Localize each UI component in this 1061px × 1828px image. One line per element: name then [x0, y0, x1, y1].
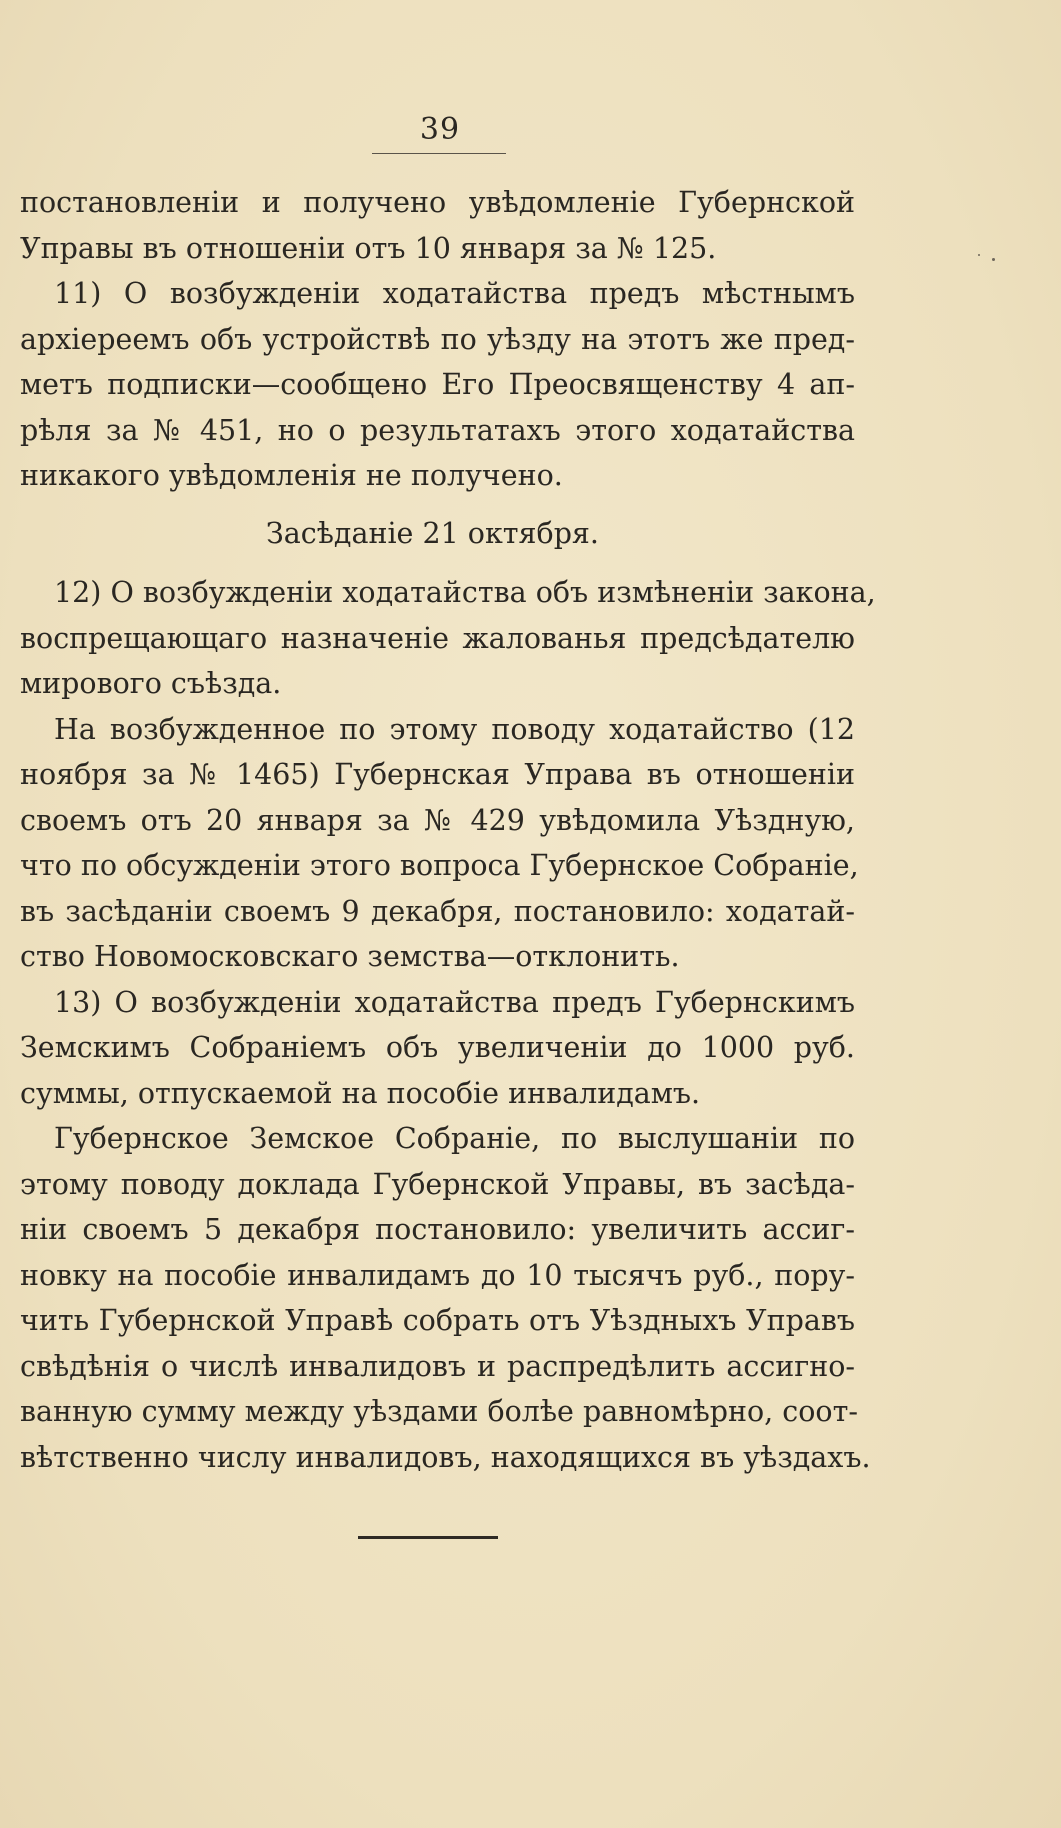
text-line: свѣдѣнія о числѣ инвалидовъ и распредѣлить ассигно-	[20, 1349, 855, 1383]
text-line: рѣля за № 451, но о результатахъ этого ходатайства	[20, 413, 855, 447]
page-number: 39	[419, 112, 461, 147]
paper-speck	[992, 258, 995, 261]
text-line: ство Новомосковскаго земства—отклонить.	[20, 940, 680, 973]
text-line: ванную сумму между уѣздами болѣе равномѣрно, соот-	[20, 1395, 858, 1428]
text-line: 12) О возбужденіи ходатайства объ измѣненіи закона,	[54, 576, 876, 609]
section-heading: Засѣданіе 21 октября.	[266, 516, 599, 550]
body-text	[20, 180, 876, 1480]
text-line: 13) О возбужденіи ходатайства предъ Губернскимъ	[54, 985, 855, 1019]
paragraph-item-12-response	[20, 707, 859, 980]
text-line: никакого увѣдомленія не получено.	[20, 459, 563, 492]
paragraph-item-11	[20, 271, 855, 499]
text-line: Управы въ отношеніи отъ 10 января за № 125.	[20, 231, 717, 265]
text-line: въ засѣданіи своемъ 9 декабря, постановило: ходатай-	[20, 894, 855, 928]
text-line: метъ подписки—сообщено Его Преосвященству 4 ап-	[20, 368, 855, 401]
paragraph-item-13-response	[20, 1116, 871, 1480]
text-line: На возбужденное по этому поводу ходатайство (12	[54, 712, 855, 746]
text-line: мирового съѣзда.	[20, 667, 282, 700]
header-rule	[372, 153, 506, 154]
text-line: новку на пособіе инвалидамъ до 10 тысячъ руб., пору-	[20, 1258, 855, 1292]
text-line: архіереемъ объ устройствѣ по уѣзду на этотъ же пред-	[20, 322, 855, 356]
text-line: чить Губернской Управѣ собрать отъ Уѣздныхъ Управъ	[20, 1304, 855, 1337]
text-line: ноября за № 1465) Губернская Управа въ отношеніи	[20, 758, 855, 791]
text-line: этому поводу доклада Губернской Управы, въ засѣда-	[20, 1167, 855, 1201]
paper-speck	[978, 254, 980, 256]
text-line: 11) О возбужденіи ходатайства предъ мѣстнымъ	[54, 277, 855, 310]
end-rule	[358, 1536, 498, 1539]
text-line: вѣтственно числу инвалидовъ, находящихся въ уѣздахъ.	[20, 1440, 871, 1474]
text-line: своемъ отъ 20 января за № 429 увѣдомила Уѣздную,	[20, 803, 855, 837]
text-line: воспрещающаго назначеніе жалованья предсѣдателю	[20, 621, 855, 655]
text-line: суммы, отпускаемой на пособіе инвалидамъ.	[20, 1076, 701, 1110]
text-line: что по обсужденіи этого вопроса Губернское Собраніе,	[20, 849, 859, 882]
text-line: Земскимъ Собраніемъ объ увеличеніи до 1000 руб.	[20, 1031, 855, 1064]
paragraph-continuation	[20, 180, 855, 271]
text-line: постановленіи и получено увѣдомленіе Губернской	[20, 186, 855, 219]
paragraph-item-13	[20, 980, 855, 1117]
text-line: ніи своемъ 5 декабря постановило: увеличить ассиг-	[20, 1213, 855, 1246]
paragraph-item-12	[20, 570, 876, 707]
text-line: Губернское Земское Собраніе, по выслушаніи по	[54, 1122, 855, 1155]
